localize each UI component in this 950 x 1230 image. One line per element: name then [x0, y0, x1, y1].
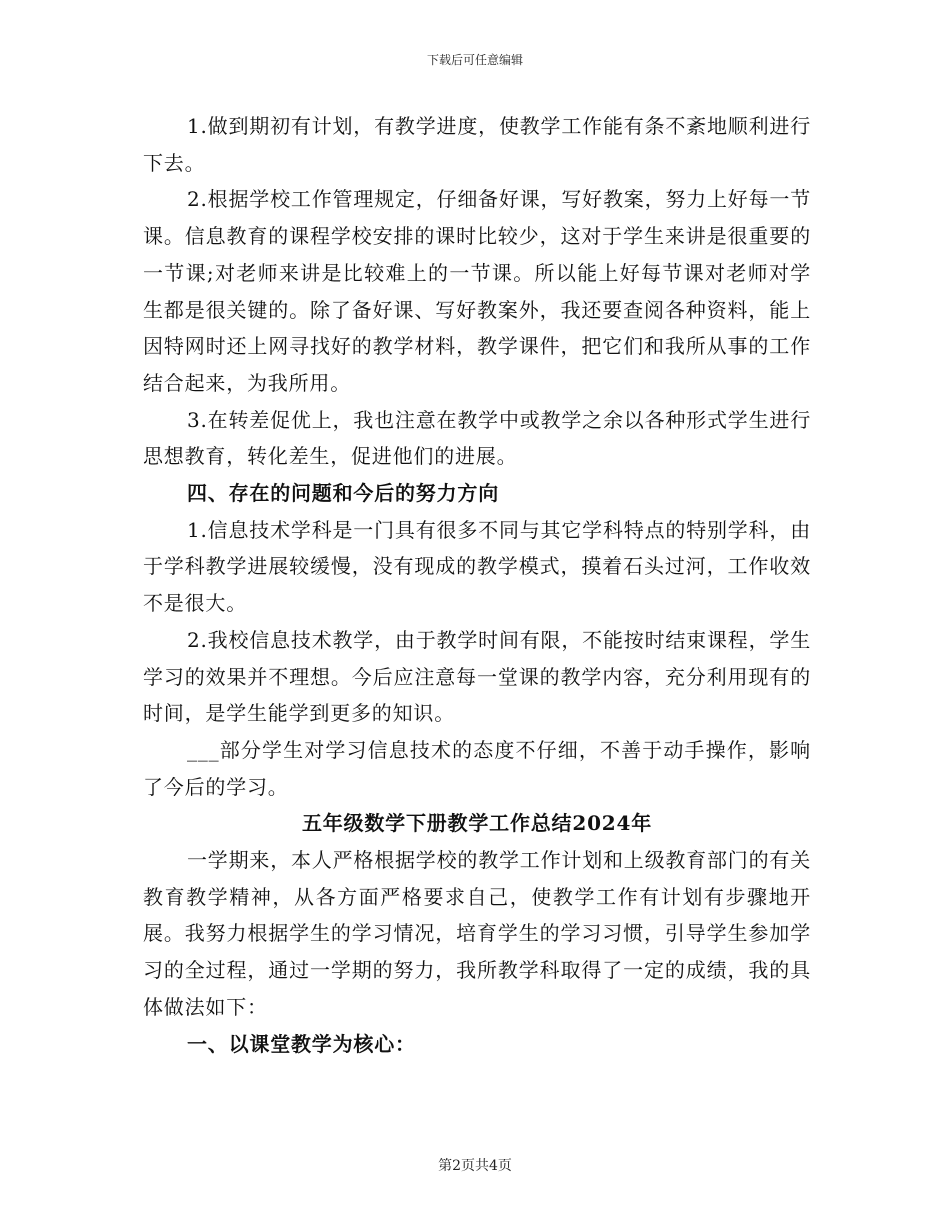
section-heading-4: 四、存在的问题和今后的努力方向 [187, 481, 499, 506]
paragraph-5: 1.信息技术学科是一门具有很多不同与其它学科特点的特别学科，由于学科教学进展较缓慢，没有现成的教学模式，摸着石头过河，工作收效不是很大。 [143, 517, 811, 616]
page-header: 下载后可任意编辑 [426, 53, 523, 67]
paragraph-1: 1.做到期初有计划，有教学进度，使教学工作能有条不紊地顺利进行下去。 [143, 114, 811, 175]
paragraph-9: 一学期来，本人严格根据学校的教学工作计划和上级教育部门的有关教育教学精神，从各方面严格要求自己，使教学工作有计划有步骤地开展。我努力根据学生的学习情况，培育学生的学习习惯，引导学生参加学习的全过程，通过一学期的努力，我所教学科取得了一定的成绩，我的具体做法如下： [143, 848, 811, 1019]
document-title: 五年级数学下册教学工作总结2024年 [301, 811, 653, 836]
paragraph-7: ___部分学生对学习信息技术的态度不仔细，不善于动手操作，影响了今后的学习。 [143, 737, 811, 799]
page-footer: 第2页共4页 [438, 1158, 512, 1174]
section-heading-1: 一、以课堂教学为核心： [187, 1031, 416, 1056]
paragraph-3: 3.在转差促优上，我也注意在教学中或教学之余以各种形式学生进行思想教育，转化差生，促进他们的进展。 [143, 407, 811, 469]
paragraph-6: 2.我校信息技术教学，由于教学时间有限，不能按时结束课程，学生学习的效果并不理想。今后应注意每一堂课的教学内容，充分利用现有的时间，是学生能学到更多的知识。 [143, 627, 811, 726]
paragraph-2: 2.根据学校工作管理规定，仔细备好课，写好教案，努力上好每一节课。信息教育的课程学校安排的课时比较少，这对于学生来讲是很重要的一节课;对老师来讲是比较难上的一节课。所以能上好每节课对老师对学生都是很关键的。除了备好课、写好教案外，我还要查阅各种资料，能上因特网时还上网寻找好的教学材料，教学课件，把它们和我所从事的工作结合起来，为我所用。 [143, 187, 811, 395]
document-body [143, 108, 811, 1062]
